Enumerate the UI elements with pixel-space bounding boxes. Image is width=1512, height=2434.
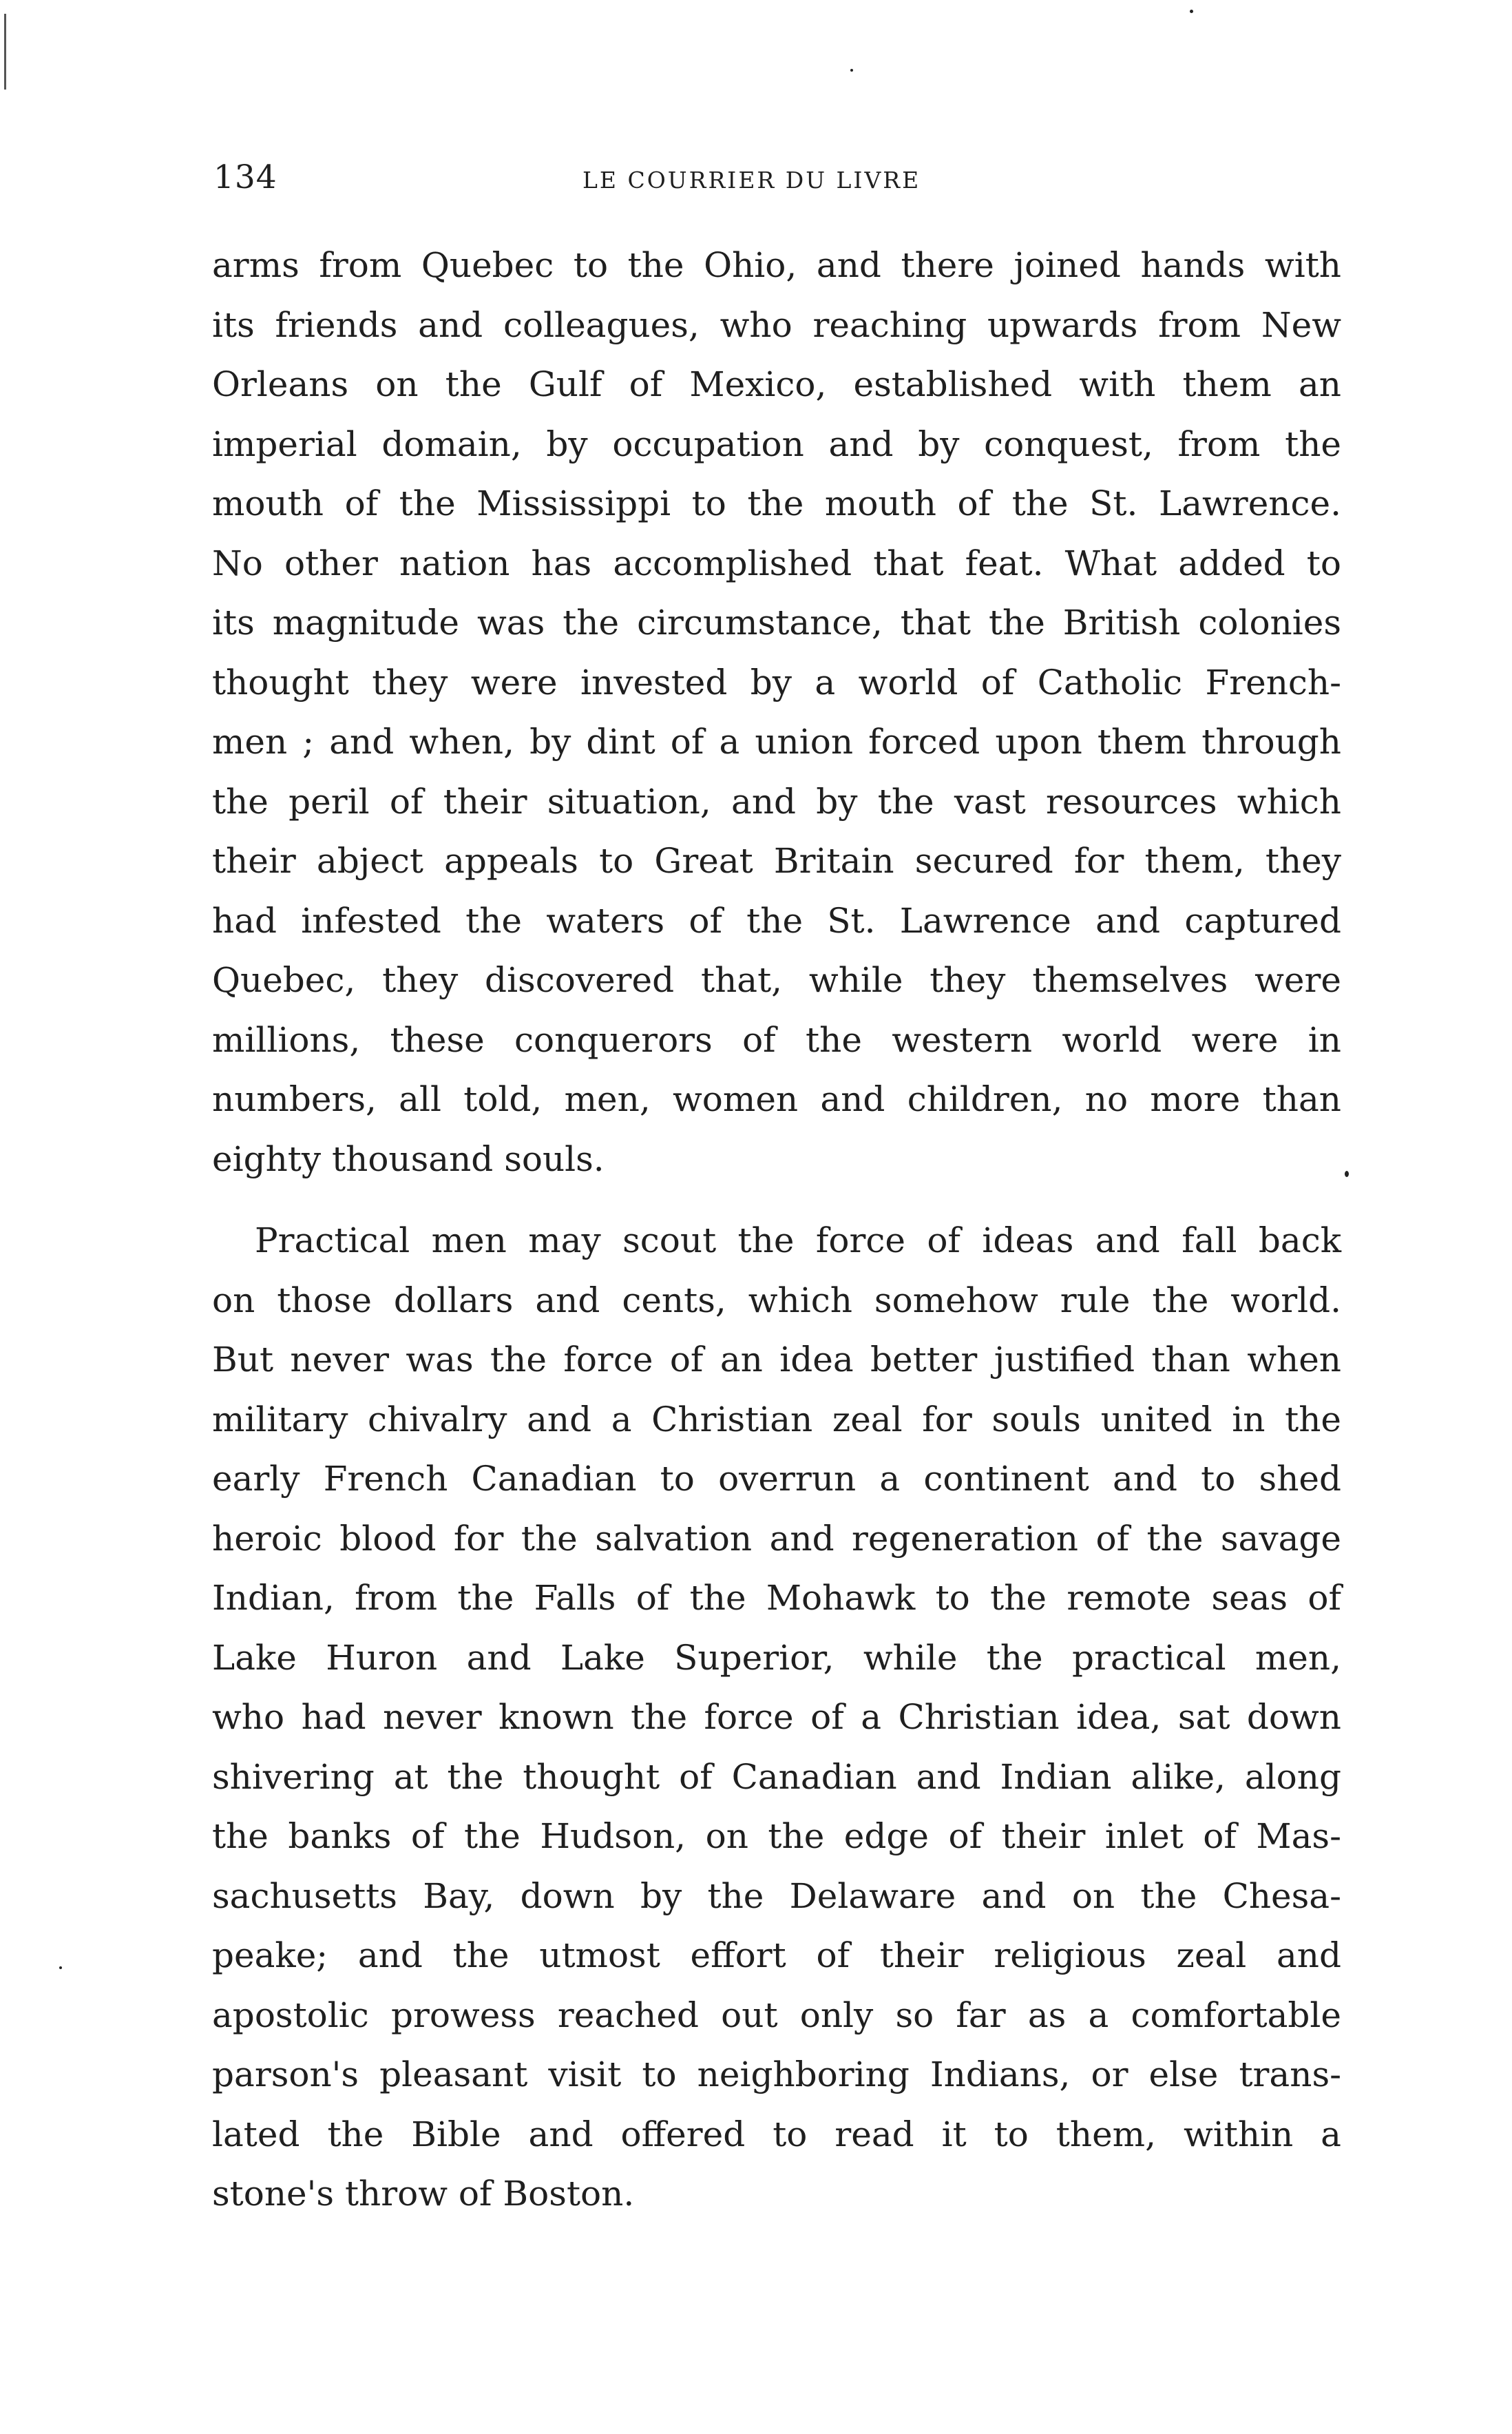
paragraph (212, 236, 1341, 1189)
text-line: apostolic prowess reached out only so far as a comfortable (212, 1995, 1341, 2035)
text-line: Orleans on the Gulf of Mexico, established with them an (212, 364, 1341, 404)
text-line: sachusetts Bay, down by the Delaware and on the Chesa- (212, 1875, 1341, 1916)
text-line: But never was the force of an idea better justified than when (212, 1340, 1341, 1380)
scan-speck (59, 1966, 62, 1969)
text-line: mouth of the Mississippi to the mouth of the St. Lawrence. (212, 483, 1341, 523)
scan-speck (1345, 1171, 1349, 1177)
text-line: had infested the waters of the St. Lawrence and captured (212, 900, 1341, 941)
text-line: thought they were invested by a world of Catholic French- (212, 662, 1341, 703)
text-line: men ; and when, by dint of a union forced upon them through (212, 722, 1341, 762)
text-line: its magnitude was the circumstance, that the British colonies (212, 603, 1341, 643)
text-line: No other nation has accomplished that feat. What added to (212, 543, 1341, 583)
text-line: millions, these conquerors of the western world were in (212, 1019, 1341, 1060)
text-line: Quebec, they discovered that, while they themselves were (212, 960, 1341, 1000)
body-text (212, 236, 1341, 2224)
text-line: Indian, from the Falls of the Mohawk to the remote seas of (212, 1578, 1341, 1618)
scan-edge-mark (4, 14, 6, 90)
text-line: the peril of their situation, and by the vast resources which (212, 781, 1341, 822)
text-line: lated the Bible and offered to read it to them, within a (212, 2114, 1341, 2154)
text-line: numbers, all told, men, women and children, no more than (212, 1079, 1341, 1119)
text-line: who had never known the force of a Christian idea, sat down (212, 1697, 1341, 1737)
text-line: military chivalry and a Christian zeal for souls united in the (212, 1399, 1341, 1439)
text-line: Lake Huron and Lake Superior, while the practical men, (212, 1637, 1341, 1678)
text-line: stone's throw of Boston. (212, 2174, 635, 2214)
text-line: imperial domain, by occupation and by conquest, from the (212, 424, 1341, 464)
text-line: the banks of the Hudson, on the edge of their inlet of Mas- (212, 1816, 1341, 1856)
text-line: its friends and colleagues, who reaching upwards from New (212, 304, 1341, 345)
text-line: arms from Quebec to the Ohio, and there joined hands with (212, 245, 1341, 285)
text-line: eighty thousand souls. (212, 1138, 605, 1179)
scan-speck (850, 69, 853, 72)
text-line: early French Canadian to overrun a continent and to shed (212, 1459, 1341, 1499)
paragraph (212, 1211, 1341, 2224)
page-number: 134 (213, 158, 277, 196)
text-line: heroic blood for the salvation and regeneration of the savage (212, 1518, 1341, 1559)
running-title: LE COURRIER DU LIVRE (582, 167, 921, 194)
text-line: parson's pleasant visit to neighboring Indians, or else trans- (212, 2055, 1341, 2094)
text-line: on those dollars and cents, which somehow rule the world. (212, 1280, 1341, 1320)
text-line: their abject appeals to Great Britain secured for them, they (212, 841, 1341, 881)
scan-speck (1190, 10, 1193, 13)
text-line: peake; and the utmost effort of their religious zeal and (212, 1935, 1341, 1975)
text-line: Practical men may scout the force of ideas and fall back (255, 1220, 1341, 1260)
running-head (213, 158, 1343, 214)
text-line: shivering at the thought of Canadian and Indian alike, along (212, 1756, 1341, 1797)
